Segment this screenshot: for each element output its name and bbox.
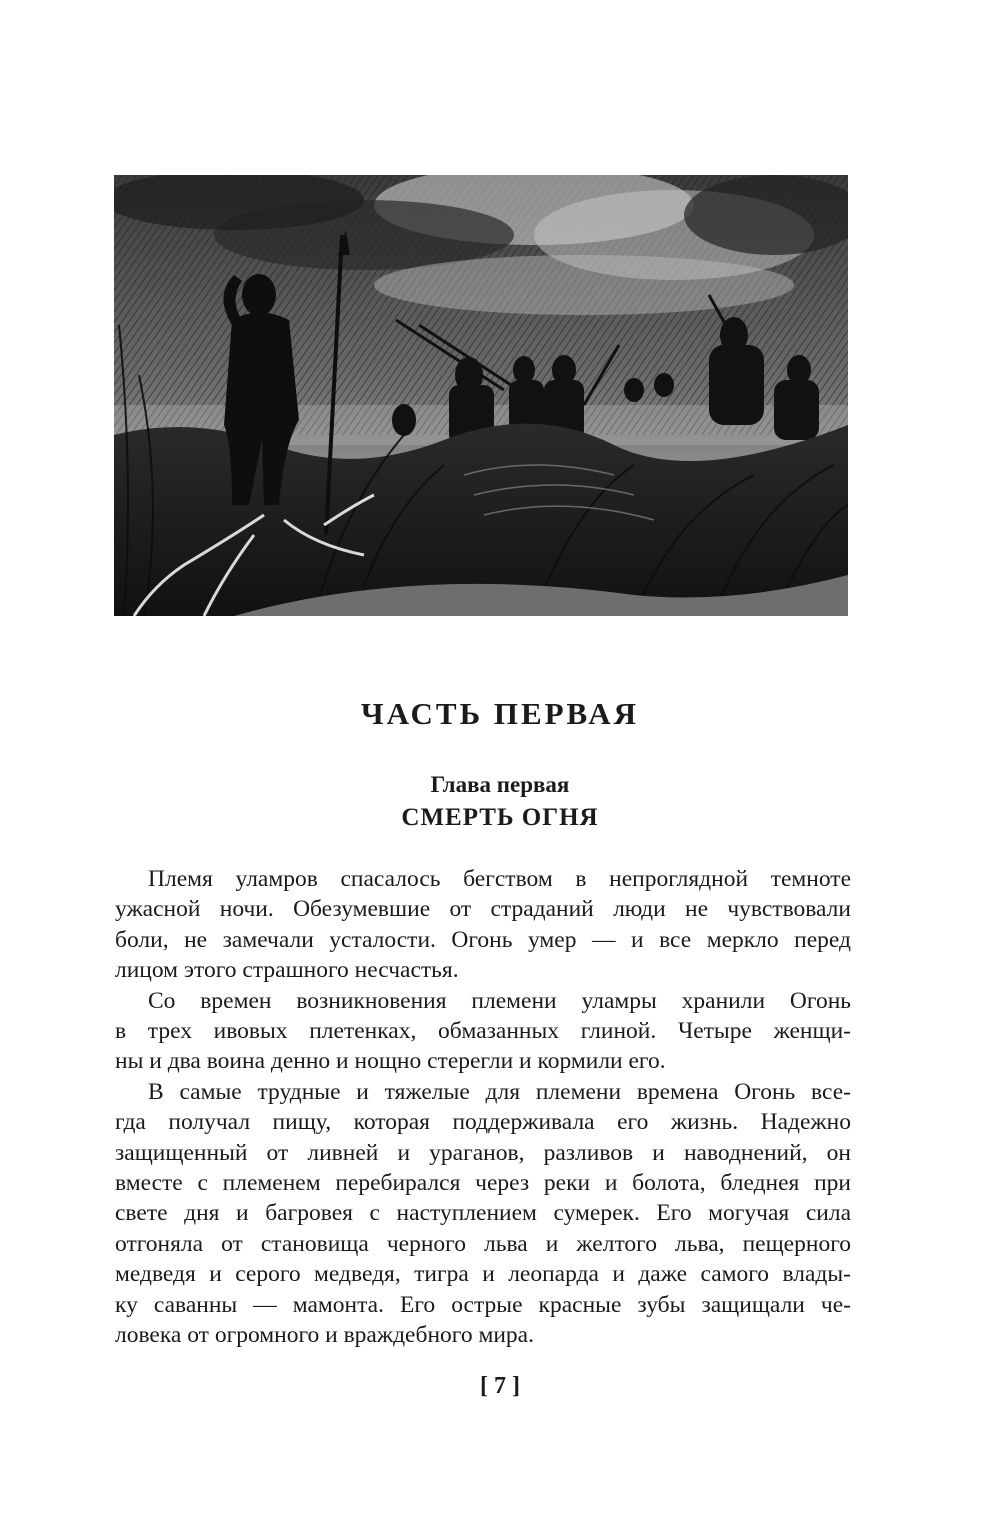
text-line: свете дня и багровея с наступлением сумерек. Его могучая сила [115,1200,851,1227]
paragraph-3 [115,1077,851,1351]
text-line: боли, не замечали усталости. Огонь умер — и все меркло перед [115,926,851,953]
paragraph-2 [115,986,851,1077]
body-text [115,864,851,1351]
chapter-illustration [114,175,848,616]
page-number: [ 7 ] [480,1373,520,1399]
text-line: ны и два воина денно и нощно стерегли и кормили его. [115,1048,666,1075]
chapter-title: СМЕРТЬ ОГНЯ [401,804,599,831]
text-line: ловека от огромного и враждебного мира. [115,1322,534,1349]
text-line: защищенный от ливней и ураганов, разливов и наводнений, он [115,1139,851,1166]
text-line: отгоняла от становища черного льва и желтого льва, пещерного [115,1230,851,1257]
illustration-artwork [114,175,848,616]
chapter-label: Глава первая [430,772,570,797]
text-line: Со времен возникновения племени уламры хранили Огонь [148,987,851,1014]
text-line: в трех ивовых плетенках, обмазанных глиной. Четыре женщи- [115,1018,851,1045]
paragraph-1 [115,864,851,986]
text-line: В самые трудные и тяжелые для племени времена Огонь все- [148,1078,851,1105]
text-line: вместе с племенем перебирался через реки и болота, бледнея при [115,1170,851,1197]
text-line: ку саванны — мамонта. Его острые красные зубы защищали че- [115,1291,851,1318]
text-line: гда получал пищу, которая поддерживала его жизнь. Надежно [115,1109,851,1136]
text-line: лицом этого страшного несчастья. [115,957,459,984]
text-line: Племя уламров спасалось бегством в непроглядной темноте [148,866,851,892]
text-line: ужасной ночи. Обезумевшие от страданий люди не чувствовали [115,896,851,923]
part-title: ЧАСТЬ ПЕРВАЯ [360,696,640,731]
text-line: медведя и серого медведя, тигра и леопарда и даже самого влады- [115,1261,851,1288]
